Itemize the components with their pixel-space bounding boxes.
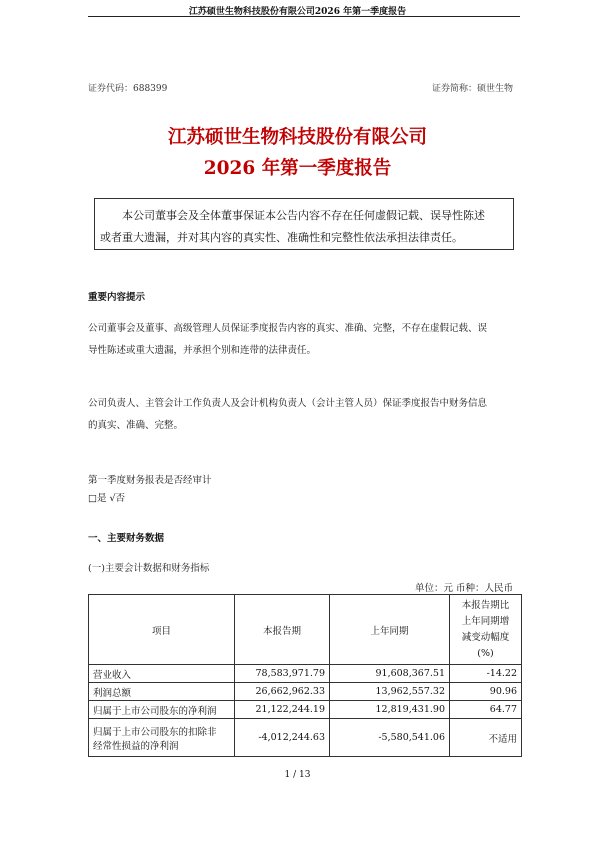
important-para-2-line-1: 公司负责人、主管会计工作负责人及会计机构负责人（会计主管人员）保证季度报告中财务信息 [88, 398, 488, 409]
notice-line-2: 或者重大遗漏，并对其内容的真实性、准确性和完整性依法承担法律责任。 [100, 231, 463, 244]
important-para-1-line-2: 导性陈述或重大遗漏，并承担个别和连带的法律责任。 [88, 345, 317, 356]
important-para-1-line-1: 公司董事会及董事、高级管理人员保证季度报告内容的真实、准确、完整，不存在虚假记载、误 [88, 323, 488, 334]
important-para-2-line-2: 的真实、准确、完整。 [88, 420, 184, 431]
company-title: 江苏硕世生物科技股份有限公司 [167, 127, 427, 148]
row-item: 归属于上市公司股东的净利润 [89, 701, 235, 719]
table-header-row [89, 595, 522, 665]
row-change: 64.77 [450, 701, 522, 719]
row-change: 90.96 [450, 683, 522, 701]
header-rule [88, 16, 520, 17]
header-item: 项目 [89, 595, 235, 665]
row-change: -14.22 [450, 665, 522, 683]
running-header: 江苏硕世生物科技股份有限公司2026 年第一季度报告 [188, 7, 407, 17]
table-row [89, 665, 522, 683]
stock-code: 证券代码：688399 [88, 84, 168, 94]
row-current: 78,583,971.79 [235, 665, 330, 683]
row-change: 不适用 [450, 719, 522, 757]
row-item: 利润总额 [89, 683, 235, 701]
header-current: 本报告期 [235, 595, 330, 665]
row-item-line: 经常性损益的净利润 [93, 740, 179, 752]
row-current: -4,012,244.63 [235, 719, 330, 757]
important-heading: 重要内容提示 [88, 292, 146, 303]
table-row [89, 719, 522, 757]
row-current: 21,122,244.19 [235, 701, 330, 719]
row-previous: 91,608,367.51 [330, 665, 450, 683]
row-previous: -5,580,541.06 [330, 719, 450, 757]
audit-question: 第一季度财务报表是否经审计 [88, 475, 212, 486]
row-previous: 13,962,557.32 [330, 683, 450, 701]
header-change-line: 上年同期增 [461, 615, 510, 627]
row-item [89, 719, 235, 757]
header-change-line: 本报告期比 [461, 599, 510, 611]
unit-line: 单位：元 币种：人民币 [414, 583, 513, 594]
report-title: 2026 年第一季度报告 [203, 158, 392, 179]
header-change-line: (%) [477, 647, 494, 659]
table-row [89, 683, 522, 701]
header-change-line: 减变动幅度 [461, 631, 510, 643]
stock-name: 证券简称：硕世生物 [431, 84, 513, 94]
notice-line-1: 本公司董事会及全体董事保证本公告内容不存在任何虚假记载、误导性陈述 [122, 209, 485, 222]
page-number: 1 / 13 [284, 770, 311, 780]
financial-table [88, 594, 522, 757]
section-1-subheading: (一)主要会计数据和财务指标 [88, 563, 210, 574]
header-previous: 上年同期 [330, 595, 450, 665]
section-1-heading: 一、主要财务数据 [88, 533, 165, 544]
row-previous: 12,819,431.90 [330, 701, 450, 719]
audit-answer: □是 √否 [88, 493, 126, 504]
row-current: 26,662,962.33 [235, 683, 330, 701]
row-item: 营业收入 [89, 665, 235, 683]
table-row [89, 701, 522, 719]
row-item-line: 归属于上市公司股东的扣除非 [93, 726, 217, 738]
header-change [450, 595, 522, 665]
